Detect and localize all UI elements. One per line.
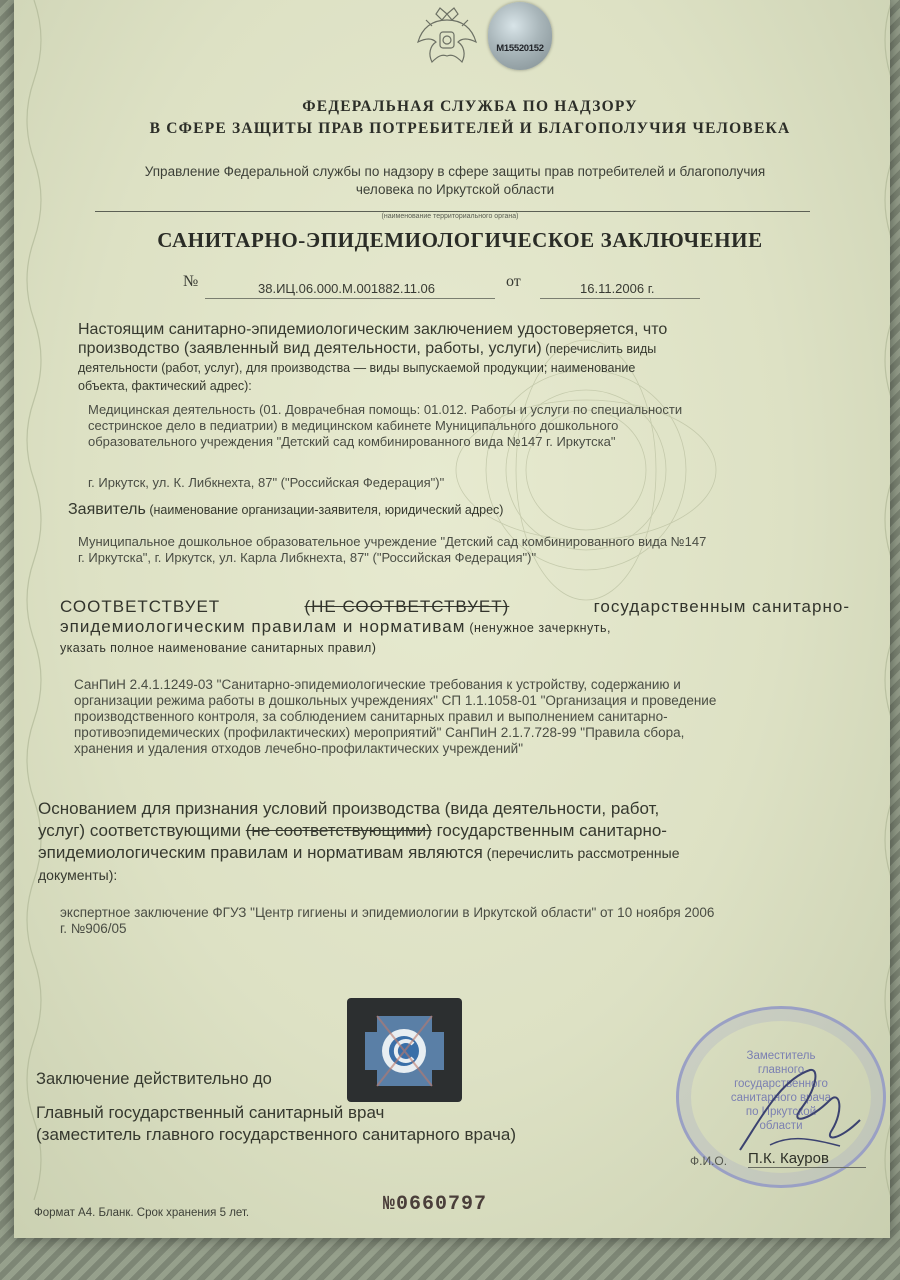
- basis-line-2-struck: (не соответствующими): [245, 821, 432, 840]
- activity-line-1: Медицинская деятельность (01. Доврачебная помощь: 01.012. Работы и услуги по специальности: [88, 402, 683, 417]
- date-label: от: [506, 273, 521, 290]
- rules-line-5: хранения и удаления отходов лечебно-профилактических учреждений": [74, 741, 524, 756]
- activity-address: г. Иркутск, ул. К. Либкнехта, 87" ("Российская Федерация")": [88, 475, 445, 490]
- intro-line-1: Настоящим санитарно-эпидемиологическим заключением удостоверяется, что: [78, 321, 668, 338]
- department-line-2: человека по Иркутской области: [355, 182, 555, 197]
- activity-line-3: образовательного учреждения "Детский сад комбинированного вида №147 г. Иркутска": [88, 434, 616, 449]
- applicant-label: Заявитель: [68, 501, 146, 518]
- agency-header: [60, 96, 880, 140]
- status-complies: СООТВЕТСТВУЕТ: [60, 597, 221, 616]
- basis-line-3: [38, 842, 853, 864]
- basis-line-3-main: эпидемиологическим правилам и нормативам являются: [38, 843, 483, 862]
- basis-paragraph: [38, 798, 853, 886]
- number-underline: [205, 298, 495, 299]
- compliance-status: [60, 597, 850, 658]
- expert-line-2: г. №906/05: [60, 921, 127, 936]
- status-line-2-main: эпидемиологическим правилам и нормативам: [60, 617, 466, 636]
- signatory-role-line-1: Главный государственный санитарный врач: [36, 1103, 385, 1122]
- stamp-line-1: Заместитель: [746, 1050, 816, 1062]
- stamp-line-3: государственного: [734, 1078, 828, 1090]
- number-row: [0, 273, 900, 300]
- status-line-2-hint: (ненужное зачеркнуть,: [465, 621, 612, 635]
- basis-line-4: документы):: [38, 867, 118, 883]
- applicant-line-1: Муниципальное дошкольное образовательное учреждение "Детский сад комбинированного вида №147: [78, 534, 707, 549]
- number-label: №: [183, 273, 199, 290]
- fio-label: Ф.И.О.: [690, 1154, 728, 1168]
- applicant-heading: [68, 500, 828, 520]
- status-not-complies-struck: (НЕ СООТВЕТСТВУЕТ): [304, 597, 510, 616]
- rules-line-3: производственного контроля, за соблюдением санитарных правил и выполнением санитарно-: [74, 709, 668, 724]
- rules-line-2: организации режима работы в дошкольных учреждениях" СП 1.1.1058-01 "Организация и проведение: [74, 693, 717, 708]
- rules-line-1: СанПиН 2.4.1.1249-03 "Санитарно-эпидемиологические требования к устройству, содержанию и: [74, 677, 681, 692]
- blank-format-note: Формат А4. Бланк. Срок хранения 5 лет.: [34, 1207, 250, 1219]
- valid-until-label: Заключение действительно до: [36, 1070, 272, 1088]
- expert-conclusion: [60, 905, 880, 937]
- department-caption: (наименование территориального органа): [381, 213, 519, 220]
- stamp-line-6: области: [759, 1120, 803, 1132]
- activity-line-2: сестринское дело в педиатрии) в медицинском кабинете Муниципального дошкольного: [88, 418, 619, 433]
- applicant-hint: (наименование организации-заявителя, юридический адрес): [145, 503, 504, 517]
- date-underline: [540, 298, 700, 299]
- basis-line-1: Основанием для признания условий производства (вида деятельности, работ,: [38, 799, 660, 818]
- stamp-line-5: по Иркутской: [745, 1106, 817, 1118]
- number-value: 38.ИЦ.06.000.М.001882.11.06: [258, 281, 436, 296]
- hologram-serial: M15520152: [496, 43, 544, 54]
- intro-line-2-main: производство (заявленный вид деятельности, работы, услуги): [78, 340, 542, 357]
- basis-line-2-end: государственным санитарно-: [431, 821, 667, 840]
- sanitary-rules: [74, 677, 834, 757]
- department-underline: [95, 211, 810, 212]
- activity-description: [88, 402, 828, 450]
- intro-line-2-hint: (перечислить виды: [541, 342, 657, 356]
- rules-line-4: противоэпидемических (профилактических) мероприятий" СанПиН 2.1.7.728-99 "Правила сбора,: [74, 725, 685, 740]
- document-title: САНИТАРНО-ЭПИДЕМИОЛОГИЧЕСКОЕ ЗАКЛЮЧЕНИЕ: [157, 228, 763, 252]
- hologram-c-icon: [347, 998, 462, 1102]
- hologram-emblem: [347, 998, 462, 1102]
- basis-line-2: [38, 820, 853, 842]
- blank-serial-number: №0660797: [383, 1193, 488, 1216]
- signatory-role: [36, 1102, 516, 1146]
- status-line-1: [60, 597, 850, 617]
- signatory-role-line-2: (заместитель главного государственного санитарного врача): [36, 1125, 516, 1144]
- status-rest-line-1: государственным санитарно-: [593, 597, 850, 616]
- signatory-name: П.К. Кауров: [748, 1150, 866, 1168]
- expert-line-1: экспертное заключение ФГУЗ "Центр гигиены и эпидемиологии в Иркутской области" от 10 ноября 2006: [60, 905, 715, 920]
- intro-line-4: объекта, фактический адрес):: [78, 379, 252, 393]
- basis-line-3-hint: (перечислить рассмотренные: [482, 845, 680, 861]
- intro-paragraph: [78, 320, 830, 395]
- intro-line-2: [78, 339, 830, 359]
- agency-line-1: ФЕДЕРАЛЬНАЯ СЛУЖБА ПО НАДЗОРУ: [302, 98, 638, 115]
- status-line-2: [60, 617, 850, 638]
- status-line-3: указать полное наименование санитарных правил): [60, 641, 377, 655]
- stamp-line-2: главного: [757, 1064, 805, 1076]
- agency-line-2: В СФЕРЕ ЗАЩИТЫ ПРАВ ПОТРЕБИТЕЛЕЙ И БЛАГОПОЛУЧИЯ ЧЕЛОВЕКА: [149, 120, 791, 137]
- hologram-sticker: [488, 2, 552, 70]
- date-value: 16.11.2006 г.: [580, 281, 655, 296]
- applicant-details: [78, 534, 838, 566]
- intro-line-3: деятельности (работ, услуг), для производства — виды выпускаемой продукции; наименование: [78, 361, 636, 375]
- stamp-line-4: санитарного врача: [730, 1092, 832, 1104]
- department-line-1: Управление Федеральной службы по надзору в сфере защиты прав потребителей и благополучия: [144, 164, 766, 179]
- applicant-line-2: г. Иркутска", г. Иркутск, ул. Карла Либкнехта, 87" ("Российская Федерация")": [78, 550, 537, 565]
- department-name: [90, 163, 820, 199]
- coat-of-arms-icon: [412, 2, 482, 72]
- basis-line-2-start: услуг) соответствующими: [38, 821, 242, 840]
